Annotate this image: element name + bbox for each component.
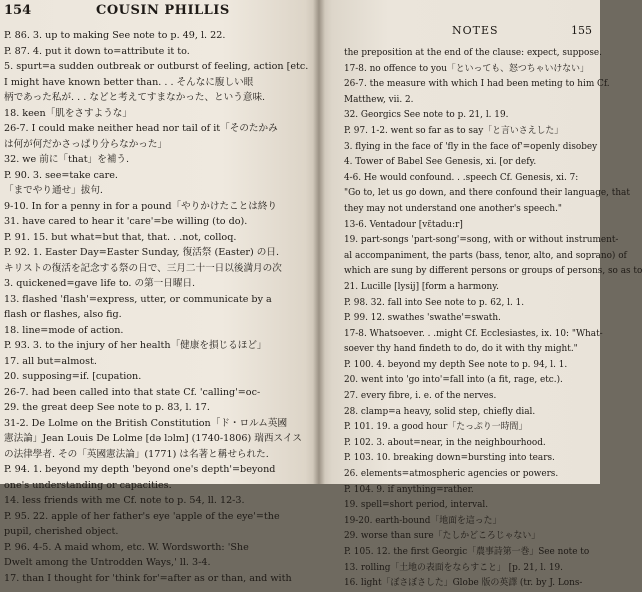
right-running-head	[344, 24, 596, 40]
note-line: 26-7. the measure with which I had been meting to him Cf.	[344, 79, 610, 90]
left-notes-body	[4, 28, 312, 586]
right-notes-body	[344, 46, 642, 592]
note-line: Dwelt among the Untrodden Ways,' ll. 3-4.	[4, 557, 211, 568]
note-line: 3. flying in the face of 'fly in the face of'=openly disobey	[344, 141, 598, 152]
note-line: 17-8. Whatsoever. . .might Cf. Ecclesiastes, ix. 10: "What-	[344, 328, 603, 339]
note-line: 32. Georgics See note to p. 21, l. 19.	[344, 110, 509, 121]
note-line: which are sung by different persons or groups of persons, so as to	[344, 266, 642, 277]
note-line: P. 92. 1. Easter Day=Easter Sunday, 復活祭 (Easter) の日.	[4, 247, 280, 258]
note-line: pupil, cherished object.	[4, 526, 119, 537]
note-line: P. 102. 3. about=near, in the neighbourhood.	[344, 437, 546, 448]
note-line: P. 99. 12. swathes 'swathe'=swath.	[344, 313, 501, 324]
note-line: P. 103. 10. breaking down=bursting into tears.	[344, 453, 555, 464]
note-line: 14. less friends with me Cf. note to p. 54, ll. 12-3.	[4, 495, 245, 506]
note-line: 26. elements=atmospheric agencies or powers.	[344, 469, 559, 480]
note-line: 20. went into 'go into'=fall into (a fit, rage, etc.).	[344, 375, 563, 386]
right-page-number: 155	[571, 24, 592, 37]
note-line: P. 104. 9. if anything=rather.	[344, 484, 474, 495]
note-line: 31. have cared to hear it 'care'=be willing (to do).	[4, 216, 248, 227]
note-line: 16. light「ぼさぼさした」Globe 版の英譯 (tr. by J. Lons-	[344, 578, 583, 589]
note-line: one's understanding or capacities.	[4, 479, 172, 491]
note-line: P. 96. 4-5. A maid whom, etc. W. Wordsworth: 'She	[4, 541, 249, 553]
right-page	[318, 0, 642, 589]
left-page	[0, 0, 318, 584]
note-line: I might have known better than. . . そんなに腹しい眼	[4, 76, 254, 88]
note-line: 20. supposing=if. [cupation.	[4, 371, 142, 382]
note-line: P. 87. 4. put it down to=attribute it to.	[4, 45, 190, 57]
note-line: P. 101. 19. a good hour「たっぷり一時間」	[344, 422, 528, 433]
note-line: 18. keen「肌をさすような」	[4, 107, 132, 119]
note-line: 5. spurt=a sudden outbreak or outburst of feeling, action [etc.	[4, 61, 309, 72]
note-line: P. 95. 22. apple of her father's eye 'apple of the eye'=the	[4, 510, 280, 522]
note-line: 26-7. had been called into that state Cf. 'calling'=oc-	[4, 386, 261, 398]
note-line: 29. the great deep See note to p. 83, l. 17.	[4, 402, 210, 413]
book-gutter-shadow	[313, 0, 325, 484]
note-line: 19-20. earth-bound「地面を這った」	[344, 515, 502, 526]
note-line: の法律學者. その「英國憲法論」(1771) は名著と稱せられた.	[4, 448, 269, 460]
note-line: 29. worse than sure「たしかどころじゃない」	[344, 531, 541, 542]
note-line: flash or flashes, also fig.	[4, 309, 122, 320]
note-line: キリストの復活を記念する祭の日で、三月二十一日以後満月の次	[4, 262, 282, 274]
note-line: P. 86. 3. up to making See note to p. 49, l. 22.	[4, 30, 226, 41]
note-line: は何が何だかさっぱり分らなかった」	[4, 138, 168, 150]
note-line: 19. part-songs 'part-song'=song, with or without instrument-	[344, 235, 619, 246]
note-line: 17. all but=almost.	[4, 355, 97, 367]
note-line: 柄であった私が. . . などと考えてすまなかった、という意味.	[4, 92, 266, 103]
note-line: 32. we 前に「that」を補う.	[4, 154, 130, 165]
note-line: 18. line=mode of action.	[4, 324, 124, 336]
note-line: 31-2. De Lolme on the British Constitution「ド・ロルム英國	[4, 417, 288, 429]
note-line: 3. quickened=gave life to. の第一日曜日.	[4, 278, 196, 289]
note-line: 28. clamp=a heavy, solid step, chiefly dial.	[344, 406, 536, 417]
note-line: 17-8. no offence to you「といっても、怒つちゃいけない」	[344, 63, 589, 74]
right-running-title: NOTES	[452, 24, 499, 37]
note-line: 13. flashed 'flash'=express, utter, or communicate by a	[4, 293, 272, 305]
note-line: 憲法論」Jean Louis De Lolme [də lɔlm] (1740-1806) 瑞西スイス	[4, 433, 302, 444]
note-line: the preposition at the end of the clause: expect, suppose.	[344, 48, 602, 58]
left-page-number: 154	[4, 3, 32, 18]
note-line: 19. spell=short period, interval.	[344, 500, 489, 511]
note-line: P. 98. 32. fall into See note to p. 62, l. 1.	[344, 297, 525, 308]
note-line: P. 93. 3. to the injury of her health「健康を損じるほど」	[4, 340, 267, 351]
note-line: P. 97. 1-2. went so far as to say「と言いさえした」	[344, 125, 564, 136]
note-line: P. 90. 3. see=take care.	[4, 169, 118, 181]
note-line: 9-10. In for a penny in for a pound「やりかけたことは終り	[4, 200, 278, 212]
note-line: 27. every fibre, i. e. of the nerves.	[344, 391, 497, 402]
note-line: P. 100. 4. beyond my depth See note to p. 94, l. 1.	[344, 359, 568, 370]
note-line: 21. Lucille [lysij] [form a harmony.	[344, 281, 499, 292]
note-line: they may not understand one another's speech."	[344, 203, 563, 214]
note-line: P. 94. 1. beyond my depth 'beyond one's depth'=beyond	[4, 464, 276, 475]
note-line: 「までやり通せ」拔句.	[4, 185, 103, 196]
note-line: 4-6. He would confound. . .speech Cf. Genesis, xi. 7:	[344, 172, 579, 183]
note-line: 26-7. I could make neither head nor tail of it「そのたかみ	[4, 123, 278, 134]
left-running-title: COUSIN PHILLIS	[96, 3, 230, 18]
note-line: soever thy hand findeth to do, do it with thy might."	[344, 344, 578, 355]
note-line: al accompaniment, the parts (bass, tenor, alto, and soprano) of	[344, 250, 627, 261]
note-line: Matthew, vii. 2.	[344, 94, 414, 105]
note-line: 17. than I thought for 'think for'=after as or than, and with	[4, 572, 292, 584]
note-line: 13. rolling「土地の表面をならすこと」 [p. 21, l. 19.	[344, 562, 563, 573]
note-line: "Go to, let us go down, and there confound their language, that	[344, 188, 630, 199]
note-line: 4. Tower of Babel See Genesis, xi. [or defy.	[344, 157, 537, 168]
note-line: P. 105. 12. the first Georgic「農事詩第一巻」See note to	[344, 547, 590, 557]
left-running-head	[4, 3, 312, 21]
note-line: P. 91. 15. but what=but that, that. . .not, colloq.	[4, 231, 237, 243]
note-line: 13-6. Ventadour [vɛ̃tadu:r]	[344, 219, 463, 230]
